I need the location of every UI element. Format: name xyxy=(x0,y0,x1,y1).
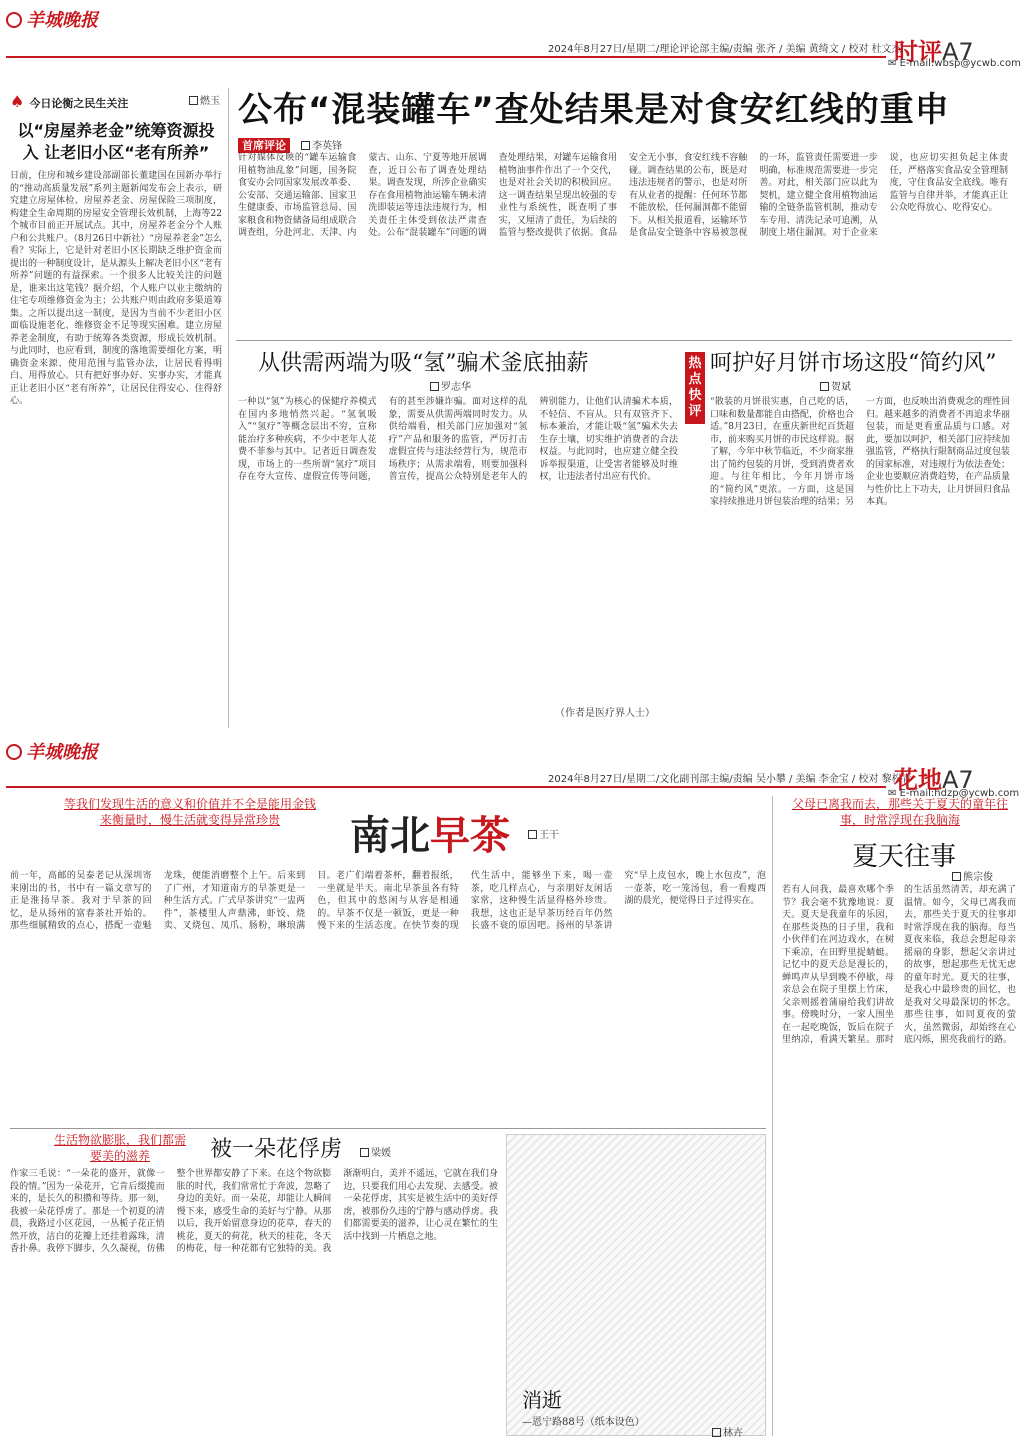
logo-icon xyxy=(6,12,22,28)
mooncake-title: 呵护好月饼市场这股“简约风” xyxy=(710,351,997,376)
page-meta: 2024年8月27日/星期二/理论评论部主编/责编 张齐 / 美编 黄绮文 / 校对 杜文杰 xyxy=(548,44,902,55)
mooncake-author: 贺斌 xyxy=(820,378,851,393)
tea-kicker: 等我们发现生活的意义和价值并不全是能用金钱来衡量时，慢生活就变得异常珍贵 xyxy=(63,797,316,827)
summer-body: 若有人问我，最喜欢哪个季节？我会毫不犹豫地说：夏天。夏天是我童年的乐园，在那些炎热的日子里，我和小伙伴们在河边戏水，在树下乘凉，在田野里捉蜻蜓。记忆中的夏天总是漫长的，蝉鸣声从早到晚不停歇，母亲总会在院子里摆上竹床，父亲则摇着蒲扇给我们讲故事。傍晚时分，一家人围坐在一起吃晚饭，饭后在院子里纳凉，看满天繁星。那时的生活虽然清苦，却充满了温情。如今，父母已离我而去，那些关于夏天的往事却时常浮现在我的脑海。每当夏夜来临，我总会想起母亲摇扇的身影，想起父亲讲过的故事，想起那些无忧无虑的童年时光。夏天的往事，是我心中最珍贵的回忆，也是我对父母最深切的怀念。那些往事，如同夏夜的萤火，虽然微弱，却始终在心底闪烁，照亮我前行的路。 xyxy=(782,885,1016,1045)
hydrogen-body: 一种以“氢”为核心的保健疗养模式在国内多地悄然兴起。“氢氧吸入”“氢疗”等概念层出不穷，宣称能治疗多种疾病，不少中老年人花费不菲参与其中。记者近日调查发现，市场上的一些所谓“氢疗”项目存在夸大宣传、虚假宣传等问题，有的甚至涉嫌诈骗。面对这样的乱象，需要从供需两端同时发力。从供给端看，相关部门应加强对“氢疗”产品和服务的监管，严厉打击虚假宣传与违法经营行为，规范市场秩序；从需求端看，则要加强科普宣传，提高公众特别是老年人的辨别能力，让他们认清骗术本质，不轻信、不盲从。只有双管齐下、标本兼治，才能让吸“氢”骗术失去生存土壤，切实维护消费者的合法权益。与此同时，也应建立健全投诉举报渠道，让受害者能够及时维权，让违法者付出应有代价。 xyxy=(238,397,678,482)
today-body: 日前，住房和城乡建设部副部长董建国在国新办举行的“推动高质量发展”系列主题新闻发布会上表示，研究建立房屋体检、房屋养老金、房屋保险三项制度，构建全生命周期的房屋安全管理长效机制，上海等22个城市目前正开展试点。其中，房屋养老金分个人账户和公共账户。（8月26日中新社）“房屋养老金”怎么看？实际上，它是针对老旧小区长期缺乏维护资金而提出的一种制度设计，是从源头上解决老旧小区“老有所养”问题的有益探索。一个很多人比较关注的问题是，谁来出这笔钱？据介绍，个人账户以业主缴纳的住宅专项维修资金为主；公共账户则由政府多渠道筹集。之所以提出这一制度，是因为当前不少老旧小区面临设施老化、维修资金不足等现实困难。建立房屋养老金制度，有助于统筹各类资源，形成长效机制。与此同时，也应看到，制度的落地需要细化方案，明确资金来源、使用范围与监管办法，让居民看得明白、用得放心。只有把好事办好、实事办实，才能真正让老旧小区“老有所养”，让居民住得安心、住得舒心。 xyxy=(10,171,222,406)
summer-author: 熊宗俊 xyxy=(952,868,993,883)
page-meta-bottom: 2024年8月27日/星期二/文化副刊部主编/责编 吴小攀 / 美编 李金宝 / 校对 黎松青 xyxy=(548,774,912,785)
sketch-caption: 消逝 —恩宁路88号（纸本设色） xyxy=(522,1388,645,1428)
today-label-row: ♠ 今日论衡之民生关注 燃玉 xyxy=(10,92,220,111)
section-header-bottom: 花地A7 xyxy=(894,766,974,794)
mail-icon: ✉ xyxy=(888,788,897,799)
flower-title: 被一朵花俘虏 xyxy=(210,1137,343,1162)
flower-author: 梁媛 xyxy=(360,1144,391,1159)
flower-kicker: 生活物欲膨胀，我们都需要美的滋养 xyxy=(53,1133,186,1163)
header-rule xyxy=(6,56,886,58)
masthead-logo-bottom: 羊城晚报 xyxy=(6,738,98,764)
sketch-author: 林卉 xyxy=(712,1424,743,1439)
hot-comment-label: 热点快评 xyxy=(685,352,705,424)
column-divider xyxy=(228,88,229,728)
main-byline: 首席评论 李英锋 xyxy=(238,134,342,153)
email-line-bottom: ✉ E-mail:hdzp@ycwb.com xyxy=(888,788,1020,799)
flower-body: 作家三毛说：“一朵花的盛开，就像一段的情。”因为一朵花开，它肯后缀揽而来的，是长久的积攒和等待。那一刻，我被一朵花俘虏了。那是一个初夏的清晨，我路过小区花园，一丛栀子花正悄然开放，洁白的花瓣上还挂着露珠，清香扑鼻。我停下脚步，久久凝视，仿佛整个世界都安静了下来。在这个物欲膨胀的时代，我们常常忙于奔波，忽略了身边的美好。而一朵花，却能让人瞬间慢下来，感受生命的美好与宁静。从那以后，我开始留意身边的花草，春天的桃花，夏天的荷花，秋天的桂花，冬天的梅花，每一种花都有它独特的美。我渐渐明白，美并不遥远，它就在我们身边，只要我们用心去发现、去感受。被一朵花俘虏，其实是被生活中的美好俘虏，被那份久违的宁静与感动俘虏。我们都需要美的滋养，让心灵在繁忙的生活中找到一片栖息之地。 xyxy=(10,1169,498,1254)
tea-body: 前一年，高邮的吴泰老记从深圳寄来刚出的书，书中有一篇文章写的正是淮扬早茶。我对于早茶的回忆，是从扬州的富春茶社开始的。那些细腻精致的点心，搭配一壶魁龙珠，便能消磨整个上午。后来到了广州，才知道南方的早茶更是一种生活方式。广式早茶讲究“一盅两件”，茶楼里人声鼎沸，虾饺、烧卖、叉烧包、凤爪、肠粉，琳琅满目。老广们端着茶杯，翻着报纸，一坐就是半天。南北早茶虽各有特色，但其中的悠闲与从容是相通的。早茶不仅是一顿饭，更是一种慢下来的生活态度。在快节奏的现代生活中，能够坐下来，喝一壶茶，吃几样点心，与亲朋好友闲话家常，这种慢生活显得格外珍贵。我想，这也正是早茶历经百年仍然长盛不衰的原因吧。扬州的早茶讲究“早上皮包水，晚上水包皮”，泡一壶茶，吃一笼汤包，看一看瘦西湖的晨光，便觉得日子过得实在。 xyxy=(10,871,766,931)
masthead-logo: 羊城晚报 xyxy=(6,6,98,32)
today-title: 以“房屋养老金”统筹资源投入 让老旧小区“老有所养” xyxy=(17,121,215,162)
mooncake-body: “散装的月饼很实惠，自己吃的话，口味和数量都能自由搭配，价格也合适。”8月23日，在重庆新世纪百货超市，前来购买月饼的市民这样说。据了解，今年中秋节临近，不少商家推出了简约包装的月饼，受到消费者欢迎。与往年相比，今年月饼市场的“简约风”更浓。一方面，这是国家持续推进月饼包装治理的结果；另一方面，也反映出消费观念的理性回归。越来越多的消费者不再追求华丽包装，而是更看重品质与口感。对此，要加以呵护，相关部门应持续加强监管，严格执行限制商品过度包装的国家标准，对违规行为依法查处；企业也要顺应消费趋势，在产品质量与性价比上下功夫，让月饼回归食品本真。 xyxy=(710,397,1010,507)
email-line: ✉ E-mail:wbsp@ycwb.com xyxy=(888,58,1021,69)
column-divider xyxy=(772,796,773,1436)
section-header: 时评A7 xyxy=(894,38,974,66)
hydrogen-title: 从供需两端为吸“氢”骗术釜底抽薪 xyxy=(258,351,589,376)
hydrogen-author: 罗志华 xyxy=(430,378,471,393)
tea-title: 南北早茶 xyxy=(350,813,510,859)
section-rule xyxy=(10,1128,766,1129)
spade-icon: ♠ xyxy=(10,92,25,111)
section-rule xyxy=(236,340,1012,341)
tea-author: 王干 xyxy=(528,826,559,841)
summer-title: 夏天往事 xyxy=(852,842,957,872)
author-credit: （作者是医疗界人士） xyxy=(555,708,655,719)
main-body: 针对媒体反映的“罐车运输食用植物油乱象”问题，国务院食安办会同国家发展改革委、公安部、交通运输部、国家卫生健康委、市场监管总局、国家粮食和物资储备局组成联合调查组，分赴河北、天津、内蒙古、山东、宁夏等地开展调查，近日公布了调查处理结果。调查发现，所涉企业确实存在食用植物油运输车辆未清洗即装运等违法违规行为，相关责任主体受到依法严肃查处。公布“混装罐车”问题的调查处理结果，对罐车运输食用植物油事件作出了一个交代，也是对社会关切的积极回应。这一调查结果呈现出较强的专业性与系统性，既查明了事实，又厘清了责任，为后续的监管与整改提供了依据。食品安全无小事，食安红线不容触碰。调查结果的公布，既是对违法违规者的警示，也是对所有从业者的提醒：任何环节都不能放松，任何漏洞都不能留下。从相关报道看，运输环节是食品安全链条中容易被忽视的一环，监管责任需要进一步明确，标准规范需要进一步完善。对此，相关部门应以此为契机，建立健全食用植物油运输的全链条监管机制，推动专车专用、清洗记录可追溯，从制度上堵住漏洞。对于企业来说，也应切实担负起主体责任，严格落实食品安全管理制度，守住食品安全底线。唯有监管与自律并举，才能真正让公众吃得放心、吃得安心。 xyxy=(238,153,1008,238)
mail-icon: ✉ xyxy=(888,58,897,69)
logo-icon xyxy=(6,744,22,760)
summer-kicker: 父母已离我而去，那些关于夏天的童年往事，时常浮现在我脑海 xyxy=(791,797,1008,827)
header-rule-bottom xyxy=(6,786,886,788)
main-title: 公布“混装罐车”查处结果是对食安红线的重申 xyxy=(238,90,950,130)
